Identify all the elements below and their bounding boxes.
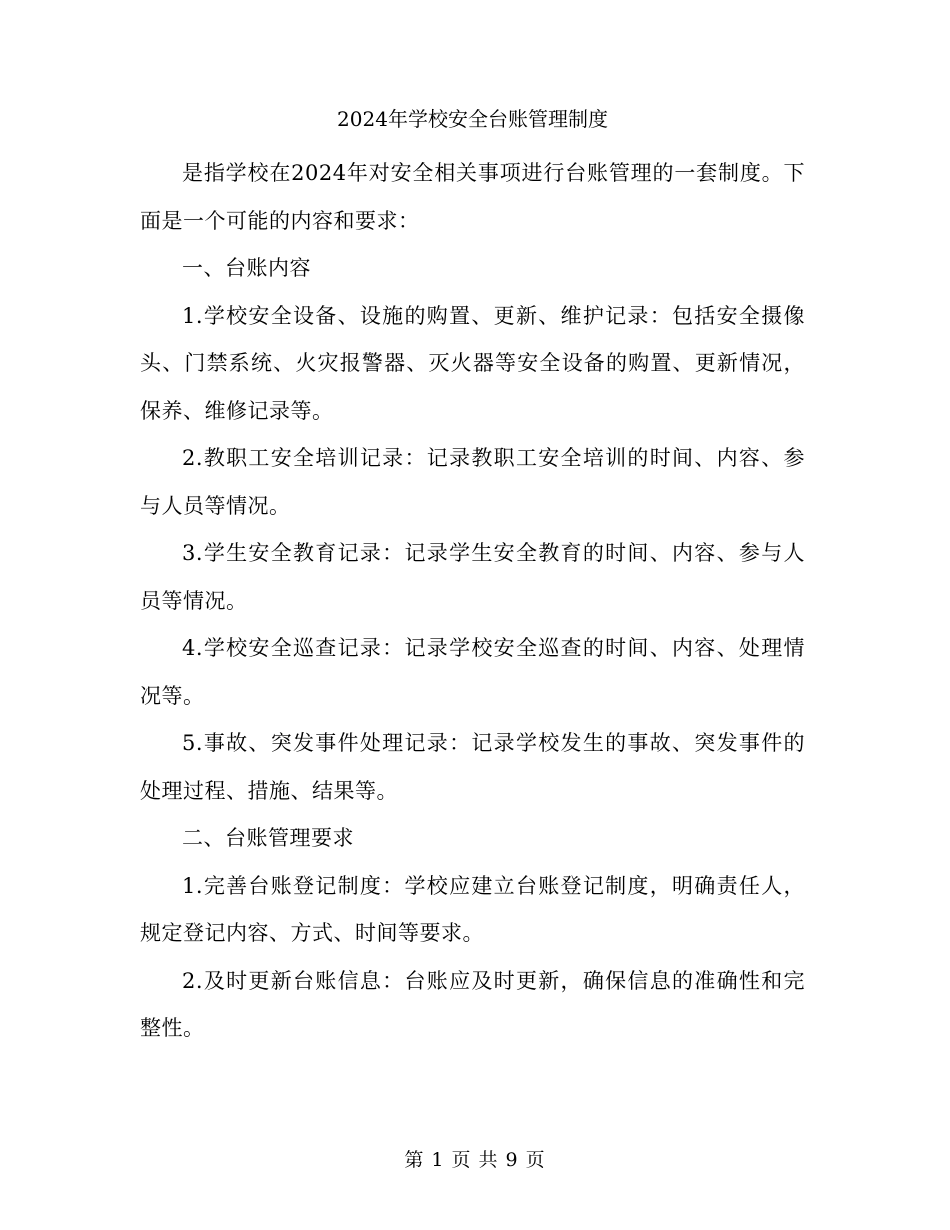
paragraph-item: 4.学校安全巡查记录：记录学校安全巡查的时间、内容、处理情况等。 <box>140 636 805 708</box>
paragraph-item: 5.事故、突发事件处理记录：记录学校发生的事故、突发事件的处理过程、措施、结果等。 <box>140 731 805 803</box>
paragraph-item: 2.教职工安全培训记录：记录教职工安全培训的时间、内容、参与人员等情况。 <box>140 446 805 518</box>
paragraph-item: 2.及时更新台账信息：台账应及时更新，确保信息的准确性和完整性。 <box>140 968 805 1040</box>
document-title: 2024年学校安全台账管理制度 <box>337 107 608 131</box>
section-heading-ledger-requirements: 二、台账管理要求 <box>182 826 354 850</box>
section-heading-ledger-content: 一、台账内容 <box>182 256 311 280</box>
document-body <box>140 104 805 1053</box>
paragraph-item: 1.完善台账登记制度：学校应建立台账登记制度，明确责任人，规定登记内容、方式、时间等要求。 <box>140 873 805 945</box>
paragraph-item: 3.学生安全教育记录：记录学生安全教育的时间、内容、参与人员等情况。 <box>140 541 805 613</box>
page-number-footer: 第 1 页 共 9 页 <box>404 1149 546 1171</box>
paragraph-item: 1.学校安全设备、设施的购置、更新、维护记录：包括安全摄像头、门禁系统、火灾报警器、灭火器等安全设备的购置、更新情况，保养、维修记录等。 <box>140 303 805 423</box>
paragraph-intro: 是指学校在2024年对安全相关事项进行台账管理的一套制度。下面是一个可能的内容和要求： <box>140 161 805 233</box>
